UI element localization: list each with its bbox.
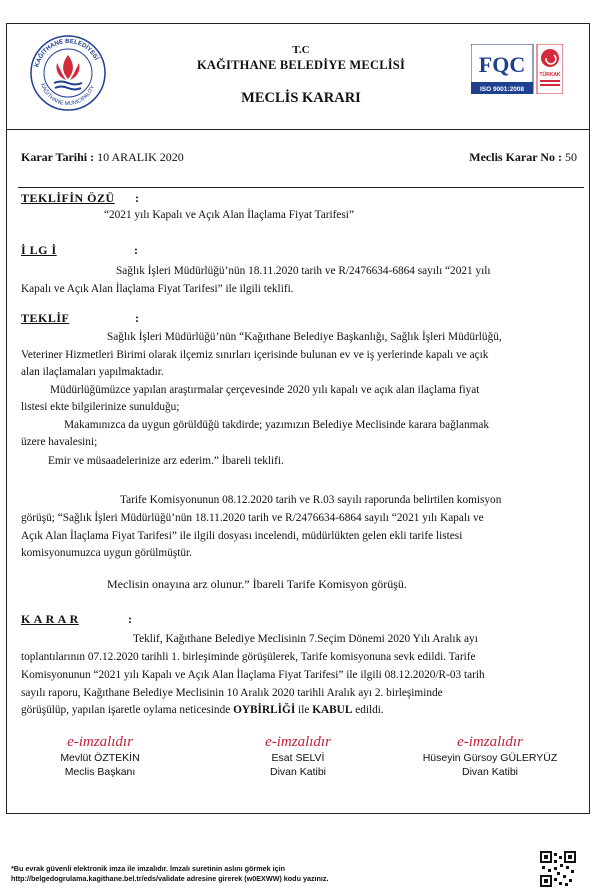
e-signature-stamp: e-imzalıdır <box>67 734 133 750</box>
proposal-p1-line2: Veteriner Hizmetleri Birimi olarak ilçemiz sınırları içerisinde bulunan ev ve iş yerlerinde kapalı ve açık <box>21 349 489 361</box>
reference-colon: : <box>134 243 138 257</box>
fqc-logo-text: FQC <box>478 52 526 77</box>
decision-number-value: 50 <box>565 150 577 164</box>
proposal-p2-line2: listesi ekte bilgilerinize sunulduğu; <box>21 401 180 413</box>
reference-line2: Kapalı ve Açık Alan İlaçlama Fiyat Tarifesi” ile ilgili teklifi. <box>21 283 294 295</box>
decision-date <box>21 150 184 165</box>
logo-text-top: KAĞITHANE BELEDİYESİ <box>33 37 100 68</box>
proposal-p1-line3: alan ilaçlamaları yapılmaktadır. <box>21 366 164 378</box>
signer-role: Meclis Başkanı <box>64 766 136 778</box>
proposal-colon: : <box>135 311 139 325</box>
header-line1: T.C <box>292 44 310 56</box>
decision-line5 <box>21 701 384 719</box>
signature-chairman <box>30 734 170 779</box>
decision-number-label: Meclis Karar No : <box>469 150 562 164</box>
decision-accepted: KABUL <box>312 704 353 716</box>
iso-text: ISO 9001:2008 <box>479 86 525 93</box>
decision-line5-end: edildi. <box>352 704 384 716</box>
meta-divider <box>18 187 584 188</box>
proposal-p3-line2: üzere havalesini; <box>21 436 98 448</box>
signer-name: Hüseyin Gürsoy GÜLERYÜZ <box>422 752 558 764</box>
commission-line4: komisyonumuzca uygun görülmüştür. <box>21 547 193 559</box>
proposal-p1-line1: Sağlık İşleri Müdürlüğü’nün “Kağıthane Belediye Başkanlığı, Sağlık İşleri Müdürlüğü, <box>107 331 502 343</box>
decision-line1: Teklif, Kağıthane Belediye Meclisinin 7.Seçim Dönemi 2020 Yılı Aralık ayı <box>133 633 478 645</box>
decision-unanimity: OYBİRLİĞİ <box>233 704 296 716</box>
commission-line3: Açık Alan İlaçlama Fiyat Tarifesi” ile ilgili dosyası incelendi, müdürlükten gelen ekli tarife listesi <box>21 530 463 542</box>
footer-verification <box>11 864 329 884</box>
e-signature-stamp: e-imzalıdır <box>457 734 523 750</box>
proposal-p4: Emir ve müsaadelerinize arz ederim.” İbareli teklifi. <box>48 455 284 467</box>
commission-line5: Meclisin onayına arz olunur.” İbareli Tarife Komisyon görüşü. <box>107 577 407 591</box>
reference-heading: İ LG İ <box>21 243 57 257</box>
summary-text: “2021 yılı Kapalı ve Açık Alan İlaçlama Fiyat Tarifesi” <box>104 209 354 221</box>
proposal-p3-line1: Makamınızca da uygun görüldüğü takdirde; yazımızın Belediye Meclisinde karara bağlanmak <box>64 419 490 431</box>
footer-line2[interactable]: http://belgedogrulama.kagithane.bel.tr/eds/validate adresine girerek (w0EXWW) kodu yazınız. <box>11 874 329 883</box>
decision-line4: sayılı raporu, Kağıthane Belediye Meclisinin 10 Aralık 2020 tarihli Aralık ayı 2. birleşiminde <box>21 687 443 699</box>
commission-line2: görüşü; “Sağlık İşleri Müdürlüğü’nün 18.11.2020 tarih ve R/2476634-6864 sayılı “2021 yılı Kapalı ve <box>21 512 484 524</box>
signer-role: Divan Katibi <box>269 766 327 778</box>
turkak-text: TÜRKAK <box>539 72 561 78</box>
summary-colon: : <box>135 191 139 205</box>
commission-line1: Tarife Komisyonunun 08.12.2020 tarih ve R.03 sayılı raporunda belirtilen komisyon <box>120 494 502 506</box>
e-signature-stamp: e-imzalıdır <box>265 734 331 750</box>
logo-text-bottom: KAĞITHANE MUNICIPALITY <box>38 82 97 108</box>
proposal-heading: TEKLİF <box>21 311 70 325</box>
decision-line5-text: görüşülüp, yapılan işaretle oylama neticesinde <box>21 704 234 716</box>
signature-secretary-2 <box>395 734 585 779</box>
decision-line2: toplantılarının 07.12.2020 tarihli 1. birleşiminde görüşülerek, Tarife komisyonuna sevk edildi. Tarife <box>21 651 476 663</box>
header-council-name: KAĞITHANE BELEDİYE MECLİSİ <box>196 58 406 72</box>
signer-name: Esat SELVİ <box>271 752 325 764</box>
certification-logos <box>471 44 563 94</box>
decision-colon: : <box>128 612 132 626</box>
decision-date-label: Karar Tarihi : <box>21 150 95 164</box>
decision-heading: K A R A R <box>21 612 79 626</box>
decision-date-value: 10 ARALIK 2020 <box>97 150 184 164</box>
decision-line3: Komisyonunun “2021 yılı Kapalı ve Açık Alan İlaçlama Fiyat Tarifesi” ile ilgili 08.12.2020/R-03 tarih <box>21 669 485 681</box>
decision-line5-mid: ile <box>295 704 313 716</box>
header-divider <box>6 129 590 130</box>
signer-name: Mevlüt ÖZTEKİN <box>60 752 140 764</box>
proposal-p2-line1: Müdürlüğümüzce yapılan araştırmalar çerçevesinde 2020 yılı kapalı ve açık alan ilaçlama fiyat <box>50 384 480 396</box>
summary-heading: TEKLİFİN ÖZÜ <box>21 191 115 205</box>
qr-code-icon <box>540 851 576 887</box>
signature-secretary-1 <box>228 734 368 779</box>
document-title: MECLİS KARARI <box>241 90 361 106</box>
reference-line1: Sağlık İşleri Müdürlüğü’nün 18.11.2020 tarih ve R/2476634-6864 sayılı “2021 yılı <box>116 265 491 277</box>
decision-number <box>469 150 577 165</box>
signer-role: Divan Katibi <box>461 766 519 778</box>
footer-line1: *Bu evrak güvenli elektronik imza ile imzalıdır. İmzalı suretinin aslını görmek için <box>11 864 286 873</box>
